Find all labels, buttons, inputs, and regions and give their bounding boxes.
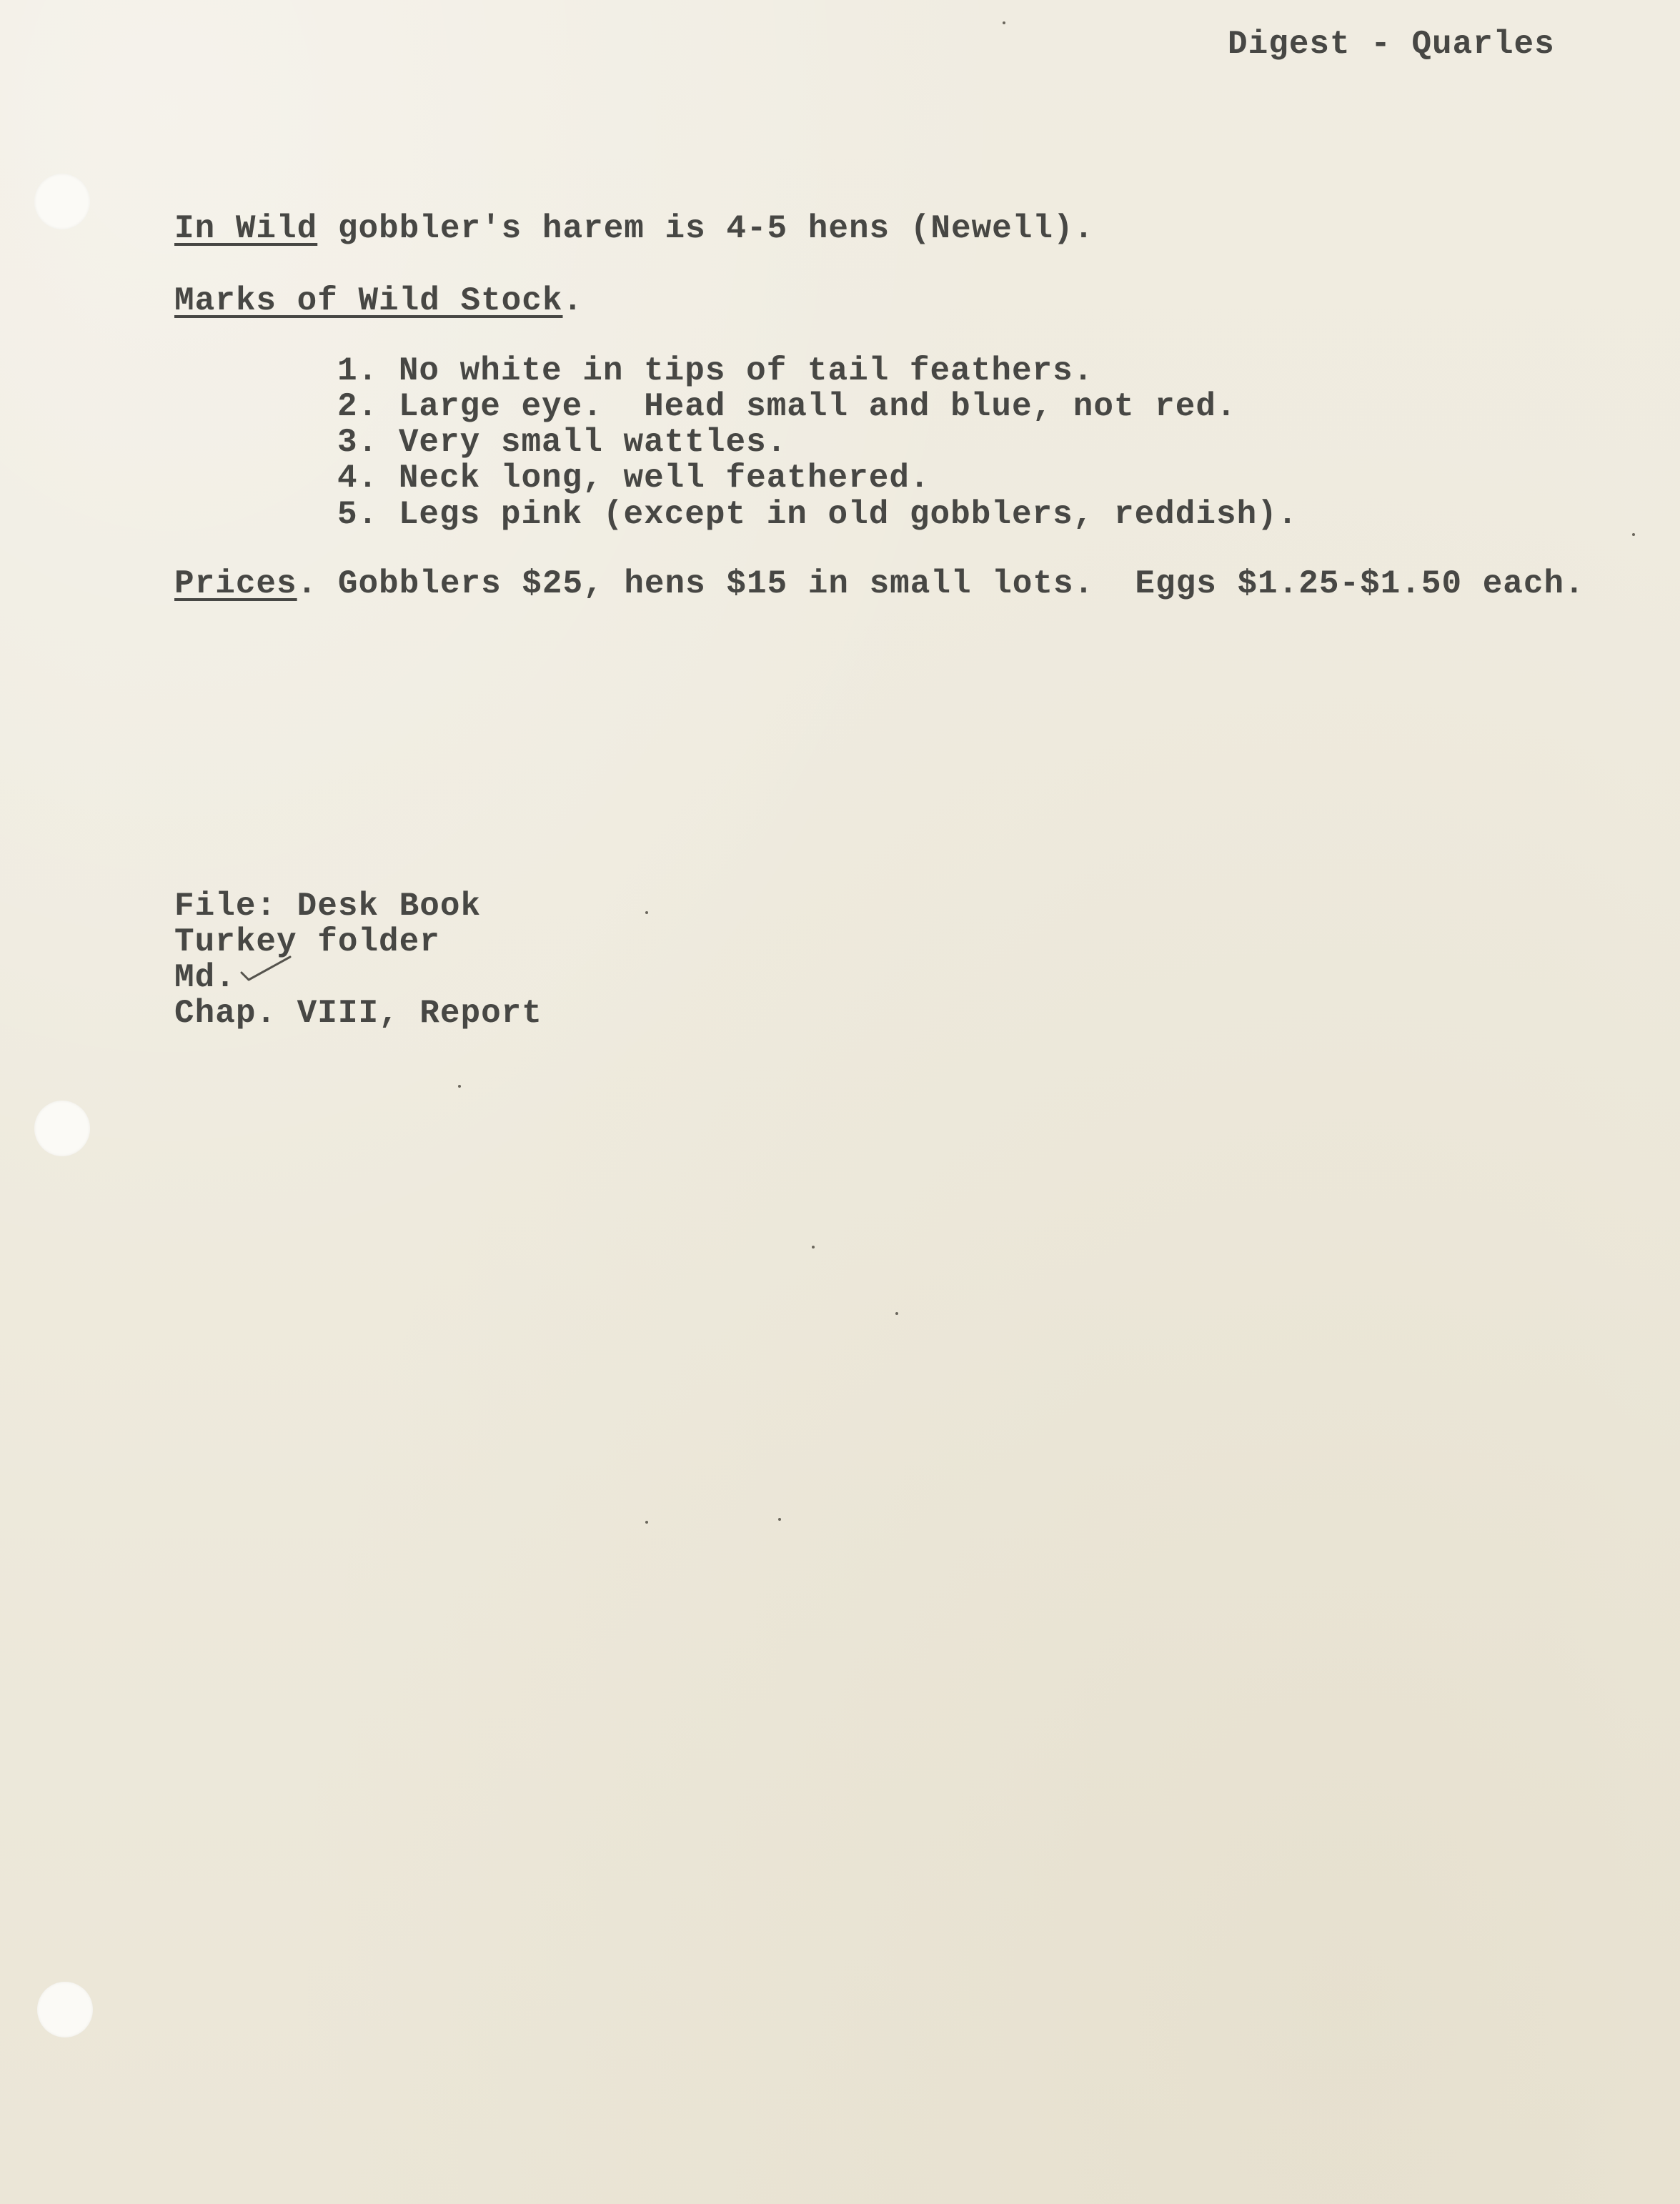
list-item: 1. No white in tips of tail feathers. [337, 352, 1094, 389]
file-note-line: Turkey folder [174, 923, 440, 960]
list-item: 3. Very small wattles. [337, 424, 787, 461]
paper-speck [812, 1246, 815, 1249]
paper-speck [1003, 21, 1005, 24]
paper-speck [1632, 533, 1635, 536]
punch-hole-top [34, 174, 90, 229]
paper-speck [778, 1518, 781, 1521]
intro-text: gobbler's harem is 4-5 hens (Newell). [317, 210, 1095, 247]
marks-heading-punct: . [562, 282, 584, 319]
file-note-line: Chap. VIII, Report [174, 995, 542, 1032]
list-item: 5. Legs pink (except in old gobblers, reddish). [337, 496, 1298, 533]
paper-speck [895, 1312, 898, 1315]
marks-heading: Marks of Wild Stock [174, 282, 563, 319]
check-mark-icon [240, 954, 292, 983]
marks-heading-line [174, 283, 583, 319]
prices-heading: Prices [174, 565, 297, 602]
intro-heading: In Wild [174, 210, 318, 247]
punch-hole-middle [34, 1101, 90, 1156]
list-item: 4. Neck long, well feathered. [337, 460, 930, 497]
prices-text: . Gobblers $25, hens $15 in small lots. Eggs $1.25-$1.50 each. [297, 565, 1585, 602]
punch-hole-bottom [37, 1982, 93, 2037]
paper-speck [645, 1521, 648, 1524]
paper-speck [645, 911, 648, 914]
prices-line [174, 566, 1585, 602]
list-item: 2. Large eye. Head small and blue, not red. [337, 388, 1237, 425]
paper-speck [458, 1085, 461, 1088]
file-note-line: Md. [174, 959, 236, 996]
header-label: Digest - Quarles [1228, 26, 1555, 63]
file-note-line: File: Desk Book [174, 888, 482, 925]
intro-line [174, 211, 1094, 247]
